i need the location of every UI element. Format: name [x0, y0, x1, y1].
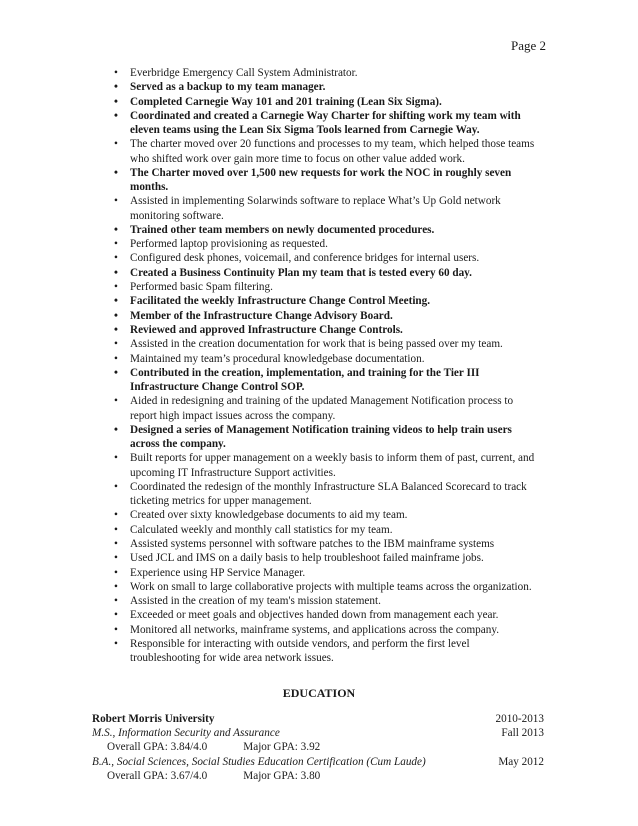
experience-bullet-item	[110, 294, 538, 308]
experience-bullet-item	[110, 237, 538, 251]
bullet-icon: •	[114, 95, 118, 108]
experience-bullet-item	[110, 251, 538, 265]
bullet-icon: •	[114, 395, 118, 408]
experience-bullet-item	[110, 309, 538, 323]
experience-bullet-item	[110, 394, 538, 422]
bullet-text: The Charter moved over 1,500 new requests for work the NOC in roughly seven months.	[130, 166, 512, 194]
bullet-icon: •	[114, 366, 118, 379]
bullet-icon: •	[114, 309, 118, 322]
school-dates: 2010-2013	[495, 713, 544, 725]
bullet-icon: •	[114, 138, 118, 151]
major-gpa-ms: Major GPA: 3.92	[243, 741, 321, 754]
experience-bullet-item	[110, 537, 538, 551]
bullet-icon: •	[114, 537, 118, 550]
experience-bullet-item	[110, 80, 538, 94]
bullet-text: Member of the Infrastructure Change Advisory Board.	[130, 309, 393, 322]
bullet-text: Performed basic Spam filtering.	[130, 281, 273, 294]
bullet-text: Reviewed and approved Infrastructure Change Controls.	[130, 323, 403, 336]
bullet-icon: •	[114, 580, 118, 593]
bullet-text: Built reports for upper management on a weekly basis to inform them of past, current, and upcoming IT Infrastructure Support activities.	[130, 452, 535, 479]
bullet-text: Completed Carnegie Way 101 and 201 training (Lean Six Sigma).	[130, 95, 442, 108]
bullet-text: Trained other team members on newly documented procedures.	[130, 223, 435, 236]
bullet-text: Exceeded or meet goals and objectives handed down from management each year.	[130, 609, 499, 622]
experience-bullet-item	[110, 166, 538, 194]
bullet-icon: •	[114, 67, 118, 79]
bullet-icon: •	[114, 281, 118, 294]
experience-bullet-item	[110, 109, 538, 137]
experience-bullet-item	[110, 194, 538, 222]
experience-bullet-item	[110, 480, 538, 508]
bullet-icon: •	[114, 609, 118, 622]
experience-bullet-item	[110, 451, 538, 479]
bullet-text: The charter moved over 20 functions and processes to my team, which helped those teams who shifted work over gain more time to focus on other value added work.	[130, 138, 535, 165]
bullet-text: Created a Business Continuity Plan my team that is tested every 60 day.	[130, 266, 472, 279]
experience-bullet-item	[110, 608, 538, 622]
bullet-icon: •	[114, 480, 118, 493]
bullet-icon: •	[114, 595, 118, 608]
bullet-icon: •	[114, 166, 118, 179]
experience-bullet-item	[110, 352, 538, 366]
bullet-icon: •	[114, 638, 118, 651]
bullet-icon: •	[114, 238, 118, 251]
bullet-icon: •	[114, 338, 118, 351]
bullet-icon: •	[114, 195, 118, 208]
bullet-icon: •	[114, 423, 118, 436]
major-gpa-ba: Major GPA: 3.80	[243, 769, 321, 782]
degree-row-ba	[92, 755, 544, 769]
bullet-icon: •	[114, 252, 118, 265]
school-name: Robert Morris University	[92, 713, 215, 725]
bullet-text: Aided in redesigning and training of the updated Management Notification process to report high impact issues across the company.	[130, 395, 514, 422]
experience-bullet-item	[110, 280, 538, 294]
bullet-text: Assisted in implementing Solarwinds software to replace What’s Up Gold network monitoring software.	[130, 195, 501, 222]
gpa-row-ms	[92, 740, 544, 754]
bullet-text: Responsible for interacting with outside vendors, and perform the first level troubleshooting for wide area network issues.	[130, 638, 470, 665]
experience-bullet-item	[110, 594, 538, 608]
degree-ba: B.A., Social Sciences, Social Studies Education Certification (Cum Laude)	[92, 755, 426, 768]
bullet-icon: •	[114, 352, 118, 365]
bullet-icon: •	[114, 509, 118, 522]
experience-bullet-item	[110, 566, 538, 580]
bullet-text: Calculated weekly and monthly call statistics for my team.	[130, 523, 393, 536]
bullet-text: Assisted in the creation of my team's mission statement.	[130, 595, 381, 608]
bullet-text: Experience using HP Service Manager.	[130, 566, 306, 579]
degree-ba-date: May 2012	[498, 755, 544, 768]
bullet-text: Monitored all networks, mainframe systems, and applications across the company.	[130, 623, 499, 636]
bullet-text: Configured desk phones, voicemail, and conference bridges for internal users.	[130, 252, 480, 265]
bullet-text: Maintained my team’s procedural knowledgebase documentation.	[130, 352, 425, 365]
bullet-text: Served as a backup to my team manager.	[130, 81, 326, 94]
bullet-text: Everbridge Emergency Call System Administrator.	[130, 67, 358, 79]
experience-bullet-item	[110, 323, 538, 337]
bullet-icon: •	[114, 81, 118, 94]
overall-gpa-ms: Overall GPA: 3.84/4.0	[107, 741, 208, 754]
experience-bullet-item	[110, 623, 538, 637]
bullet-icon: •	[114, 566, 118, 579]
experience-bullet-item	[110, 523, 538, 537]
experience-bullet-item	[110, 366, 538, 394]
experience-bullet-item	[110, 580, 538, 594]
bullet-text: Designed a series of Management Notification training videos to help train users across the company.	[130, 423, 512, 451]
experience-bullet-item	[110, 95, 538, 109]
bullet-text: Contributed in the creation, implementation, and training for the Tier III Infrastructure Change Control SOP.	[130, 366, 480, 394]
experience-bullet-item	[110, 266, 538, 280]
overall-gpa-ba: Overall GPA: 3.67/4.0	[107, 769, 208, 782]
bullet-text: Coordinated the redesign of the monthly Infrastructure SLA Balanced Scorecard to track ticketing metrics for upper management.	[130, 480, 527, 508]
school-row	[92, 712, 544, 726]
bullet-icon: •	[114, 523, 118, 536]
bullet-icon: •	[114, 323, 118, 336]
experience-bullet-item	[110, 337, 538, 351]
bullet-text: Work on small to large collaborative projects with multiple teams across the organization.	[130, 580, 532, 593]
experience-bullet-item	[110, 66, 538, 80]
bullet-text: Facilitated the weekly Infrastructure Change Control Meeting.	[130, 295, 431, 308]
experience-bullet-item	[110, 637, 538, 665]
bullet-text: Assisted in the creation documentation for work that is being passed over my team.	[130, 338, 503, 351]
degree-ms-date: Fall 2013	[501, 727, 544, 740]
bullet-text: Used JCL and IMS on a daily basis to help troubleshoot failed mainframe jobs.	[130, 552, 484, 565]
bullet-text: Performed laptop provisioning as requested.	[130, 238, 328, 251]
bullet-text: Coordinated and created a Carnegie Way Charter for shifting work my team with eleven teams using the Lean Six Sigma Tools learned from Carnegie Way.	[130, 109, 521, 137]
degree-ms: M.S., Information Security and Assurance	[92, 727, 280, 740]
bullet-icon: •	[114, 623, 118, 636]
bullet-icon: •	[114, 266, 118, 279]
bullet-icon: •	[114, 109, 118, 122]
education-heading: EDUCATION	[282, 686, 356, 700]
experience-bullet-list	[110, 66, 538, 666]
experience-bullet-item	[110, 423, 538, 451]
bullet-text: Assisted systems personnel with software patches to the IBM mainframe systems	[130, 537, 495, 550]
degree-row-ms	[92, 726, 544, 740]
experience-bullet-item	[110, 137, 538, 165]
bullet-text: Created over sixty knowledgebase documents to aid my team.	[130, 509, 408, 522]
experience-bullet-item	[110, 551, 538, 565]
bullet-icon: •	[114, 295, 118, 308]
education-section	[92, 712, 544, 783]
bullet-icon: •	[114, 452, 118, 465]
gpa-row-ba	[92, 769, 544, 783]
bullet-icon: •	[114, 552, 118, 565]
page-number: Page 2	[510, 38, 546, 53]
experience-bullet-item	[110, 508, 538, 522]
bullet-icon: •	[114, 223, 118, 236]
experience-bullet-item	[110, 223, 538, 237]
